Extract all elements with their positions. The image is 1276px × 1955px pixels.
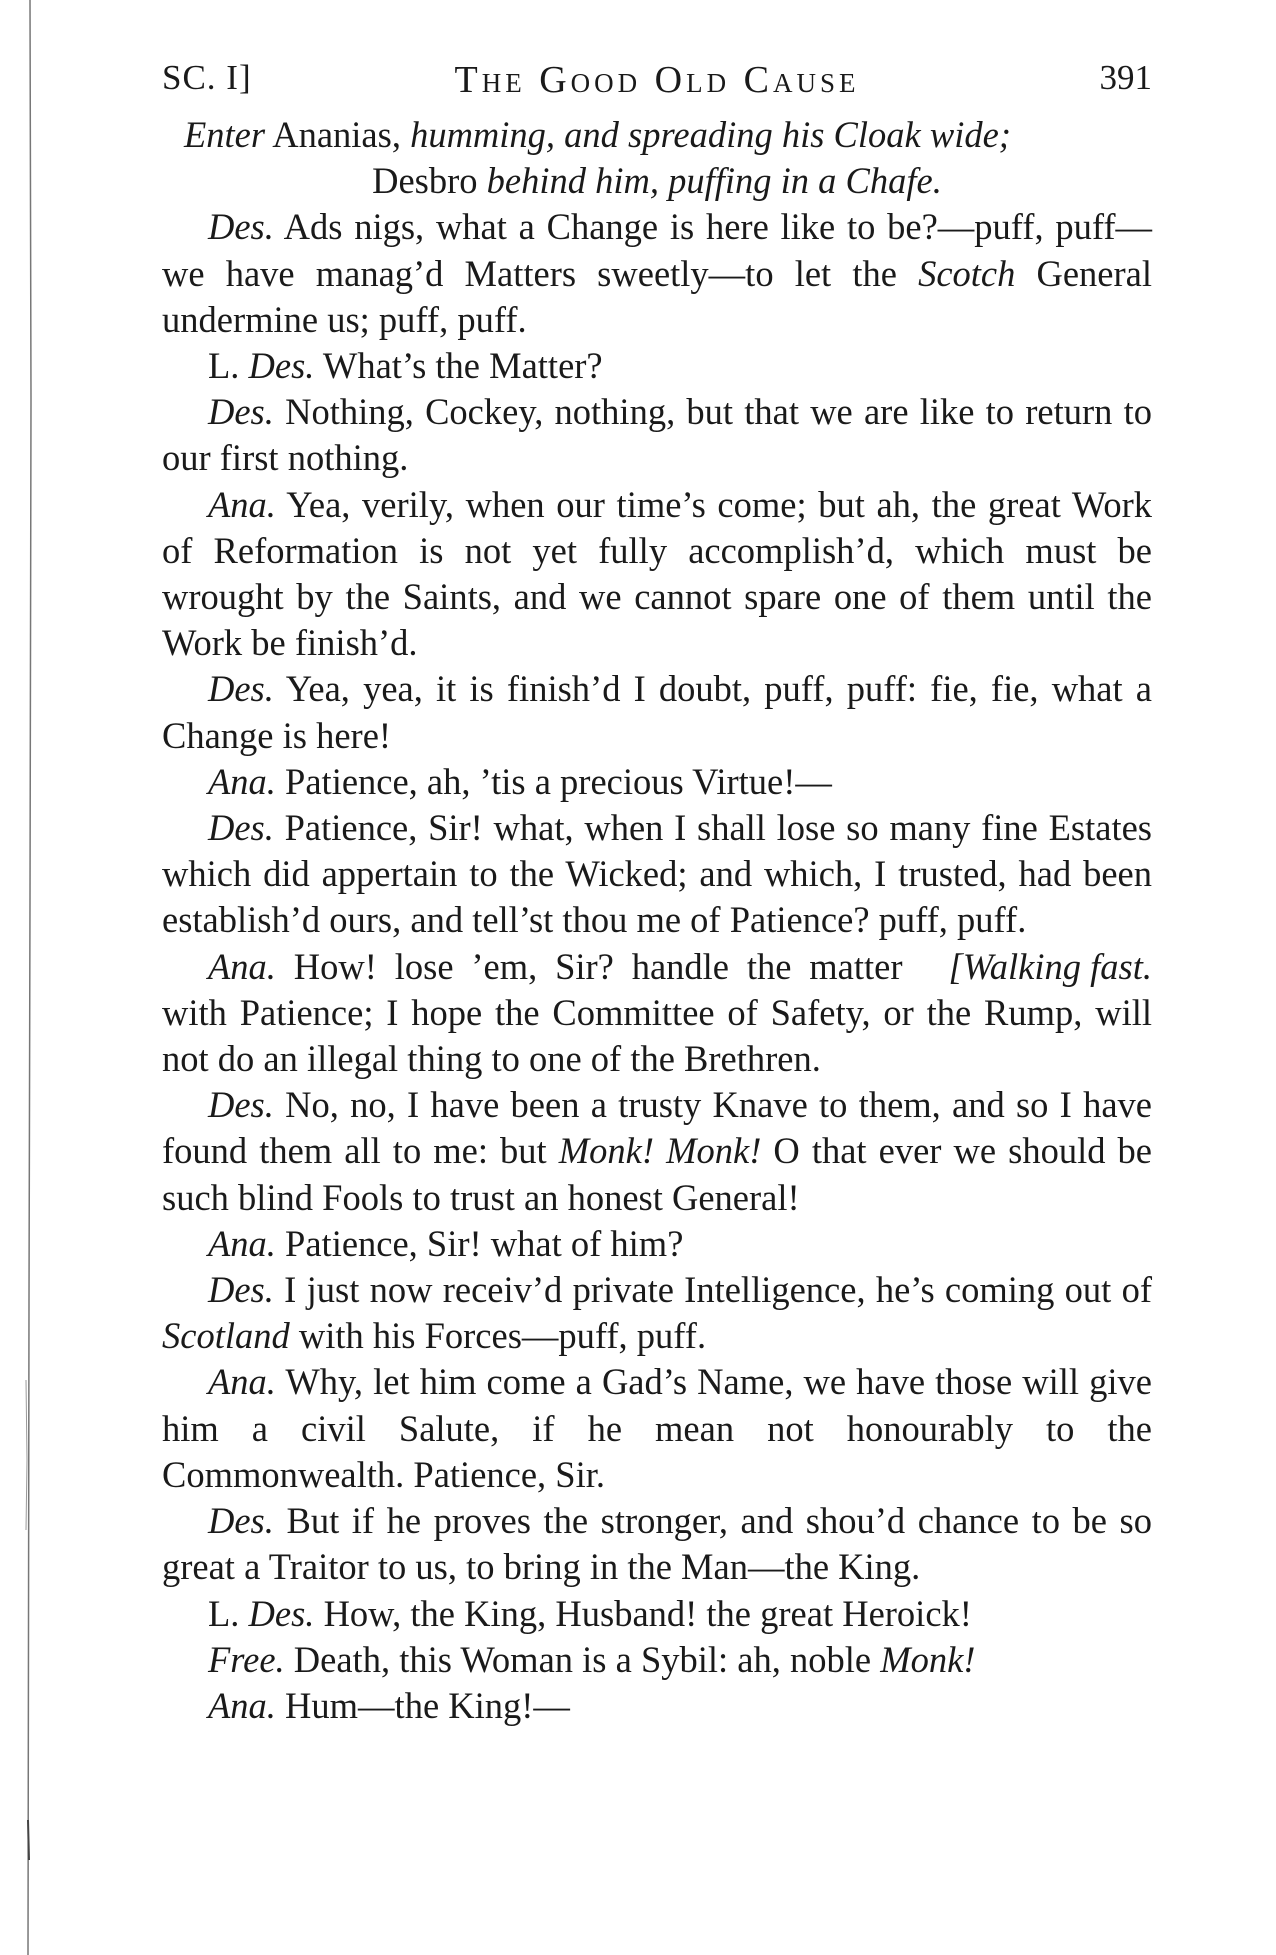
speech-text: Why, let him come a Gad’s Name, we have those will give him a civil Salute, if he mean not honourably to the Commonwealth. Patience, Sir. — [162, 1361, 1152, 1495]
speech — [162, 389, 1152, 481]
speech-text: Yea, verily, when our time’s come; but ah, the great Work of Reformation is not yet fully accomplish’d, which must be wrought by the Saints, and we cannot spare one of them until the Work be finish’d. — [162, 483, 1152, 664]
stage-direction-inline: [Walking fast. — [948, 945, 1152, 987]
stage-direction — [162, 112, 1152, 158]
speech-text: Death, this Woman is a Sybil: ah, noble — [293, 1638, 872, 1680]
speech-text-after: General undermine us; puff, puff. — [162, 252, 1153, 340]
play-text — [162, 112, 1152, 1729]
speech-text: What’s the Matter? — [322, 345, 603, 387]
speaker: Ana. — [208, 483, 276, 525]
speech-italic: Scotland — [162, 1315, 290, 1357]
speaker: Ana. — [208, 1361, 276, 1403]
speech — [162, 666, 1152, 758]
stage-action: humming, and spreading his Cloak wide; — [410, 114, 1011, 155]
speech-text-after: O that ever we should be such blind Fools to trust an honest General! — [162, 1130, 1152, 1218]
running-title: The Good Old Cause — [454, 59, 860, 101]
speech-text: I just now receiv’d private Intelligence, he’s coming out of — [284, 1269, 1153, 1311]
speech-text: Yea, yea, it is finish’d I doubt, puff, puff: fie, fie, what a Change is here! — [162, 668, 1152, 756]
stage-direction-cont — [162, 158, 1152, 204]
stage-action: behind him, puffing in a Chafe. — [486, 160, 942, 202]
speech-text-after: with his Forces—puff, puff. — [298, 1315, 707, 1357]
speaker: Des. — [208, 668, 274, 710]
speech-text: How, the King, Husband! the great Heroick! — [323, 1592, 972, 1634]
speech — [162, 1683, 1152, 1729]
speech-italic: Monk! Monk! — [558, 1130, 762, 1172]
speech — [162, 1498, 1152, 1590]
speech — [162, 1082, 1152, 1221]
speaker: Des. — [208, 807, 274, 849]
speech-italic: Monk! — [880, 1638, 976, 1680]
speech-text: Patience, Sir! what of him? — [285, 1222, 684, 1264]
speech — [162, 204, 1152, 343]
speaker: Ana. — [208, 945, 276, 987]
speech-text: Ads nigs, what a Change is here like to be?—puff, puff—we have manag’d Matters sweetly—to let the — [162, 206, 1152, 294]
speech — [162, 759, 1152, 805]
speaker-prefix: L. — [208, 345, 240, 387]
speaker: Free. — [208, 1638, 285, 1680]
speaker: Des. — [248, 1592, 315, 1634]
binding-edge — [0, 0, 46, 1955]
speaker: Des. — [208, 391, 274, 433]
speech — [162, 1221, 1152, 1267]
speaker-prefix: L. — [208, 1592, 240, 1634]
speech-text: Patience, ah, ’tis a precious Virtue!— — [285, 760, 832, 802]
speaker: Ana. — [208, 1222, 276, 1264]
speech-italic: Scotch — [918, 252, 1016, 294]
speech-text: Patience, Sir! what, when I shall lose so many fine Estates which did appertain to the Wicked; and which, I trusted, had been establish’d ours, and tell’st thou me of Patience? puff, puff. — [162, 807, 1152, 941]
speech — [162, 343, 1152, 389]
speech — [162, 1637, 1152, 1683]
speech — [162, 1591, 1152, 1637]
speech — [162, 1267, 1152, 1359]
page-number: 391 — [1099, 58, 1152, 97]
speech-text: How! lose ’em, Sir? handle the matter with Patience; I hope the Committee of Safety, or the Rump, will not do an illegal thing to one of the Brethren. — [162, 945, 1152, 1080]
character-name: Ananias, — [272, 114, 401, 155]
section-number: SC. I] — [162, 58, 252, 97]
speech-text: Hum—the King!— — [285, 1684, 570, 1726]
speaker: Ana. — [208, 1684, 276, 1726]
speaker: Des. — [248, 345, 315, 387]
speech-text: But if he proves the stronger, and shou’d chance to be so great a Traitor to us, to bring in the Man—the King. — [162, 1500, 1153, 1588]
speaker: Des. — [208, 1269, 274, 1311]
speaker: Des. — [208, 1500, 274, 1542]
speech-text: Nothing, Cockey, nothing, but that we are like to return to our first nothing. — [162, 391, 1153, 479]
stage-enter: Enter — [184, 114, 266, 155]
running-header — [162, 58, 1152, 108]
speaker: Des. — [208, 1084, 274, 1126]
speech-text: No, no, I have been a trusty Knave to them, and so I have found them all to me: but — [162, 1084, 1152, 1172]
speaker: Ana. — [208, 760, 276, 802]
speech — [162, 482, 1152, 667]
speech — [162, 1359, 1152, 1498]
speaker: Des. — [208, 206, 274, 248]
character-name: Desbro — [372, 160, 478, 202]
